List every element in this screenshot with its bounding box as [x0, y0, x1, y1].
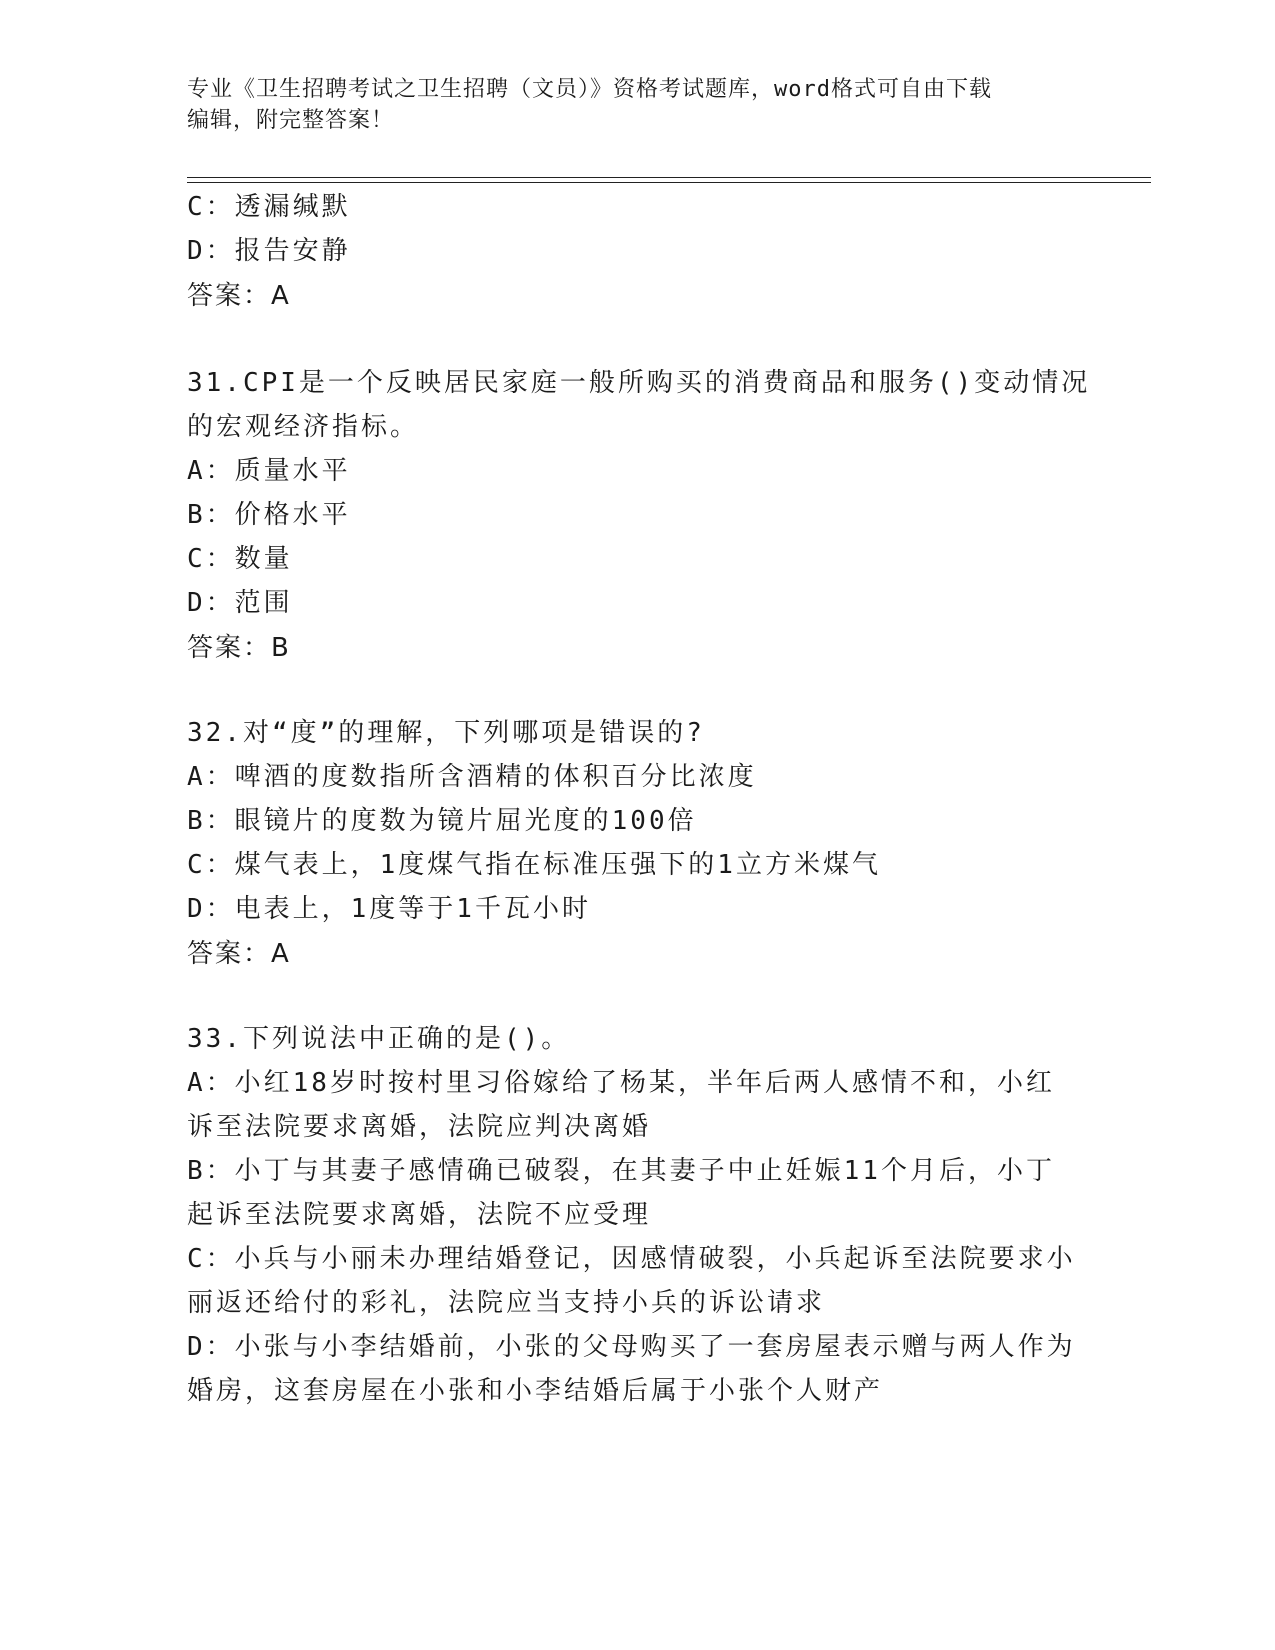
q32-option-d: D：电表上，1度等于1千瓦小时: [187, 894, 591, 924]
q31-option-c: C：数量: [187, 544, 293, 574]
q30-answer: 答案：A: [187, 281, 291, 311]
q33-option-c-line-2: 丽返还给付的彩礼，法院应当支持小兵的诉讼请求: [187, 1288, 826, 1318]
q32-option-c: C：煤气表上，1度煤气指在标准压强下的1立方米煤气: [187, 850, 881, 880]
q33-option-b-line-2: 起诉至法院要求离婚，法院不应受理: [187, 1200, 652, 1230]
header-line-2: 编辑，附完整答案！: [187, 108, 395, 133]
q31-option-b: B：价格水平: [187, 500, 351, 530]
q33-option-a-line-2: 诉至法院要求离婚，法院应判决离婚: [187, 1112, 652, 1142]
header-divider-top: [187, 177, 1151, 178]
q31-stem-line-2: 的宏观经济指标。: [187, 412, 420, 442]
q33-option-d-line-1: D：小张与小李结婚前，小张的父母购买了一套房屋表示赠与两人作为: [187, 1332, 1076, 1362]
q32-option-b: B：眼镜片的度数为镜片屈光度的100倍: [187, 806, 697, 836]
header-divider-bottom: [187, 182, 1151, 183]
q33-option-a-line-1: A：小红18岁时按村里习俗嫁给了杨某，半年后两人感情不和，小红: [187, 1068, 1055, 1098]
q32-stem: 32.对“度”的理解，下列哪项是错误的?: [187, 718, 705, 748]
q33-option-c-line-1: C：小兵与小丽未办理结婚登记，因感情破裂，小兵起诉至法院要求小: [187, 1244, 1076, 1274]
q33-stem: 33.下列说法中正确的是()。: [187, 1024, 571, 1054]
q30-option-d: D：报告安静: [187, 236, 351, 266]
q31-option-a: A：质量水平: [187, 456, 351, 486]
q30-option-c: C：透漏缄默: [187, 192, 351, 222]
q33-option-b-line-1: B：小丁与其妻子感情确已破裂，在其妻子中止妊娠11个月后，小丁: [187, 1156, 1055, 1186]
q32-option-a: A：啤酒的度数指所含酒精的体积百分比浓度: [187, 762, 757, 792]
q31-option-d: D：范围: [187, 588, 293, 618]
q33-option-d-line-2: 婚房，这套房屋在小张和小李结婚后属于小张个人财产: [187, 1376, 884, 1406]
q31-stem-line-1: 31.CPI是一个反映居民家庭一般所购买的消费商品和服务()变动情况: [187, 368, 1091, 398]
q32-answer: 答案：A: [187, 939, 291, 969]
header-line-1: 专业《卫生招聘考试之卫生招聘（文员）》资格考试题库，word格式可自由下载: [187, 77, 992, 102]
q31-answer: 答案：B: [187, 633, 291, 663]
document-header: [187, 74, 1087, 136]
